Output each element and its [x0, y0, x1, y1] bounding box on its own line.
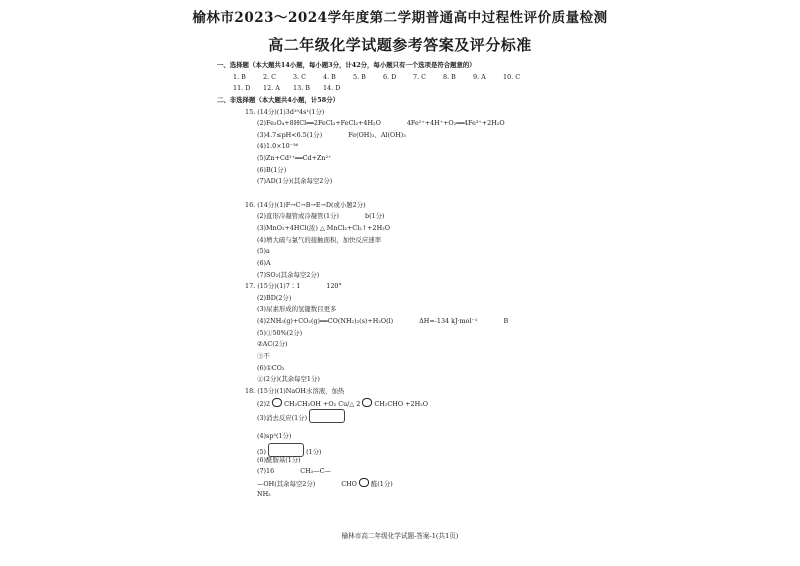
page-footer: 榆林市高二年级化学试题-答案-1(共1页)	[341, 532, 459, 540]
benzene-ring-icon	[272, 398, 282, 407]
answer-line: (6)B(1分)	[257, 165, 287, 174]
answer-line: (6)①CO₂	[257, 363, 285, 372]
section-heading: 二、非选择题（本大题共4小题，计58分）	[217, 95, 339, 104]
answer-line: (2)BD(2分)	[257, 293, 292, 302]
answer-line: —OH(其余每空2分) CHO 醛(1分)	[257, 479, 393, 488]
answer-line: (3)消去反应(1分)	[217, 409, 587, 431]
answer-line: (3)MnO₂+4HCl(浓) △ MnCl₂+Cl₂↑+2H₂O	[257, 223, 390, 232]
answer-line: ②AC(2分)	[257, 340, 288, 349]
answer-line: NH₂	[257, 490, 271, 499]
mc-answers-row-1: 1. B 2. C 3. C 4. B 5. B 6. D 7. C 8. B 9. A 10. C	[233, 72, 521, 81]
answer-line	[217, 188, 587, 200]
answer-line: (6)A	[257, 258, 271, 267]
q16-heading: 16. (14分)(1)F→C→B→E→D(或小题2分)	[245, 200, 366, 209]
answer-line: (4)1.0×10⁻³⁶	[257, 142, 299, 151]
answer-line: (7)AD(1分)(其余每空2分)	[257, 177, 333, 186]
answer-line: (3)4.7≤pH<6.5(1分) Fe(OH)₃、Al(OH)₃	[257, 130, 406, 139]
answer-line: (5)a	[257, 247, 270, 256]
answer-line: (4)sp³(1分)	[257, 432, 292, 441]
q17-heading: 17. (15分)(1)7∶1 120°	[245, 282, 342, 291]
answer-line: ③不	[257, 352, 270, 361]
answer-line: (5)①50%(2分)	[257, 328, 303, 337]
answer-line: (7)SO₂(其余每空2分)	[257, 270, 320, 279]
doc-subtitle: 高二年级化学试题参考答案及评分标准	[268, 36, 532, 54]
answer-line: (2)直形冷凝管或冷凝管(1分) b(1分)	[257, 212, 385, 221]
answer-line: (4)增大硫与氯气的接触面积，加快反应速率	[257, 235, 382, 244]
answer-line: (3)尿素形成的氢键数目更多	[257, 305, 337, 314]
section-heading: 一、选择题（本大题共14小题，每小题3分，计42分，每小题只有一个选项是符合题意的）	[217, 61, 476, 69]
mc-answers-row-2: 11. D 12. A 13. B 14. D	[233, 84, 341, 93]
answer-line: (7)16 CH₃—C—	[257, 467, 331, 476]
q15-heading: 15. (14分)(1)3d¹⁰4s¹(1分)	[245, 107, 325, 116]
answer-line: (2)Fe₃O₄+8HCl══2FeCl₃+FeCl₂+4H₂O 4Fe²⁺+4H⁺+O₂══4Fe³⁺+2H₂O	[257, 119, 505, 128]
answer-line: (4)2NH₃(g)+CO₂(g)══CO(NH₂)₂(s)+H₂O(l) ΔH=-134 kJ·mol⁻¹ B	[257, 317, 509, 326]
doc-title: 榆林市2023～2024学年度第二学期普通高中过程性评价质量检测	[192, 10, 608, 26]
benzene-ring-icon	[359, 478, 369, 487]
answer-line: (5)Zn+Cd²⁺══Cd+Zn²⁺	[257, 154, 332, 163]
answer-line: ②(2分)(其余每空1分)	[257, 375, 320, 384]
answer-line: (6)酰胺基(1分)	[257, 455, 301, 464]
q18-heading: 18. (15分)(1)NaOH水溶液，加热	[245, 386, 345, 395]
structure-formula-icon	[309, 409, 345, 423]
answer-line: (5) (1分)	[217, 443, 587, 455]
answer-content	[217, 60, 587, 501]
benzene-ring-icon	[362, 398, 372, 407]
answer-line: (2)2 CH₂CH₂OH +O₂ Cu/△ 2 CH₂CHO +2H₂O	[257, 399, 428, 408]
